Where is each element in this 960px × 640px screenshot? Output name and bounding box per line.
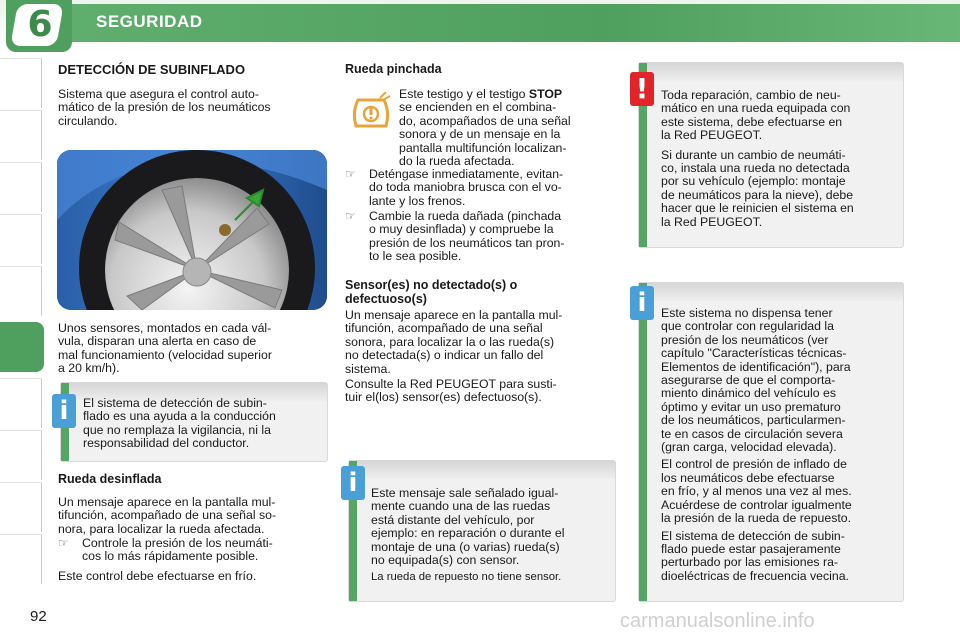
valve-sensor [219, 224, 231, 236]
section-heading: DETECCIÓN DE SUBINFLADO [58, 62, 246, 77]
puncture-bullet-2: ☞ Cambie la rueda dañada (pinchada o muy desinflada) y compruebe la presión de los neumáticos tan pron- to le sea posible. [345, 209, 565, 264]
note-header [357, 461, 615, 479]
info-note-middle-text: Este mensaje sale señalado igual- mente cuando una de las ruedas está distante del vehículo, por ejemplo: en reparación o durante el montaje de una (o varias) rueda(s) no equipada(s) con sensor. La rueda de repuesto no tiene sensor. [371, 487, 611, 585]
stop-label: STOP [528, 87, 563, 101]
side-tab-1[interactable] [0, 58, 42, 108]
deflated-footer-text: Este control debe efectuarse en frío. [58, 569, 257, 583]
info-icon: i [630, 286, 654, 320]
side-tab-8[interactable] [0, 430, 42, 480]
bullet-hand-icon: ☞ [345, 209, 356, 223]
info-note-left-text: El sistema de detección de subin- flado es una ayuda a la conducción que no remplaza la vigilancia, ni la responsabilidad del conductor. [83, 396, 276, 451]
note-accent-bar [639, 283, 647, 601]
header-stripe [70, 4, 960, 42]
tpms-warning-icon [350, 92, 392, 130]
page-number: 92 [30, 608, 47, 625]
sensors-paragraph: Unos sensores, montados en cada vál- vula, disparan una alerta en caso de mal funcionamiento (velocidad superior a 20 km/h). [58, 321, 272, 376]
info-icon: i [52, 394, 76, 428]
sensor-paragraph-2: Consulte la Red PEUGEOT para susti- tuir el(los) sensor(es) defectuoso(s). [345, 377, 557, 405]
bullet-hand-icon: ☞ [58, 536, 69, 550]
section-title: SEGURIDAD [96, 12, 203, 31]
tire-valve-photo [57, 150, 327, 310]
side-tab-5[interactable] [0, 266, 42, 316]
chapter-number: 6 [27, 4, 53, 45]
info-note-right-text: Este sistema no dispensa tener que controlar con regularidad la presión de los neumáticos (ver capítulo "Características técnicas- Elementos de identificación"), para asegurarse de que el comporta- miento dinámico del vehículo es óptimo y evitar un uso prematuro de los neumáticos, particularmen- te en casos de circulación severa (gran carga, velocidad elevada). El control de presión de inflado de los neumáticos debe efectuarse en frío, y al menos una vez al mes. Acuérdese de controlar igualmente la presión de la rueda de repuesto. El sistema de detección de subin- flado puede estar pasajeramente perturbado por las emisiones ra- dioeléctricas de frecuencia vecina. [661, 306, 852, 583]
note-header [647, 283, 903, 301]
deflated-bullet: ☞ Controle la presión de los neumáti- cos lo más rápidamente posible. [58, 536, 273, 564]
note-header [647, 63, 903, 81]
puncture-bullet-1: ☞ Deténgase inmediatamente, evitan- do toda maniobra brusca con el vo- lante y los frenos. [345, 167, 564, 208]
puncture-heading: Rueda pinchada [345, 62, 442, 76]
info-note-left [60, 382, 328, 462]
info-icon: i [341, 466, 365, 500]
info-note-right [638, 282, 904, 602]
side-tab-3[interactable] [0, 162, 42, 212]
side-tab-7[interactable] [0, 378, 42, 428]
bullet-hand-icon: ☞ [345, 167, 356, 181]
deflated-paragraph: Un mensaje aparece en la pantalla mul- tifunción, acompañado de una señal so- nora, para localizar la rueda afectada. [58, 495, 277, 536]
side-tab-10[interactable] [0, 534, 42, 584]
side-tab-2[interactable] [0, 110, 42, 160]
info-note-middle [348, 460, 616, 602]
spare-wheel-note: La rueda de repuesto no tiene sensor. [371, 571, 562, 584]
warning-note [638, 62, 904, 248]
puncture-paragraph: Este testigo y el testigo STOP se encienden en el combina- do, acompañados de una señal sonora y de un mensaje en la pantalla multifunción localizan- do la rueda afectada. [399, 87, 571, 169]
side-tab-9[interactable] [0, 482, 42, 532]
wheel-illustration [57, 150, 327, 310]
side-tab-4[interactable] [0, 214, 42, 264]
side-tab-6-active[interactable] [0, 322, 44, 372]
sensor-heading: Sensor(es) no detectado(s) o defectuoso(s) [345, 278, 518, 306]
deflated-heading: Rueda desinflada [58, 472, 162, 486]
intro-paragraph: Sistema que asegura el control auto- mático de la presión de los neumáticos circulando. [58, 87, 271, 128]
warning-note-text: Toda reparación, cambio de neu- mático en una rueda equipada con este sistema, debe efectuarse en la Red PEUGEOT. Si durante un cambio de neumáti- co, instala una rueda no detectada por su vehículo (ejemplo: montaje de neumáticos para la nieve), debe hacer que le reinicien el sistema en la Red PEUGEOT. [661, 88, 854, 229]
watermark[interactable]: carmanualsonline.info [620, 610, 815, 632]
warning-icon: ! [630, 72, 654, 106]
sensor-paragraph: Un mensaje aparece en la pantalla mul- tifunción, acompañado de una señal sonora, para localizar la o las rueda(s) no detectada(s) o indicar un fallo del sistema. [345, 308, 563, 376]
